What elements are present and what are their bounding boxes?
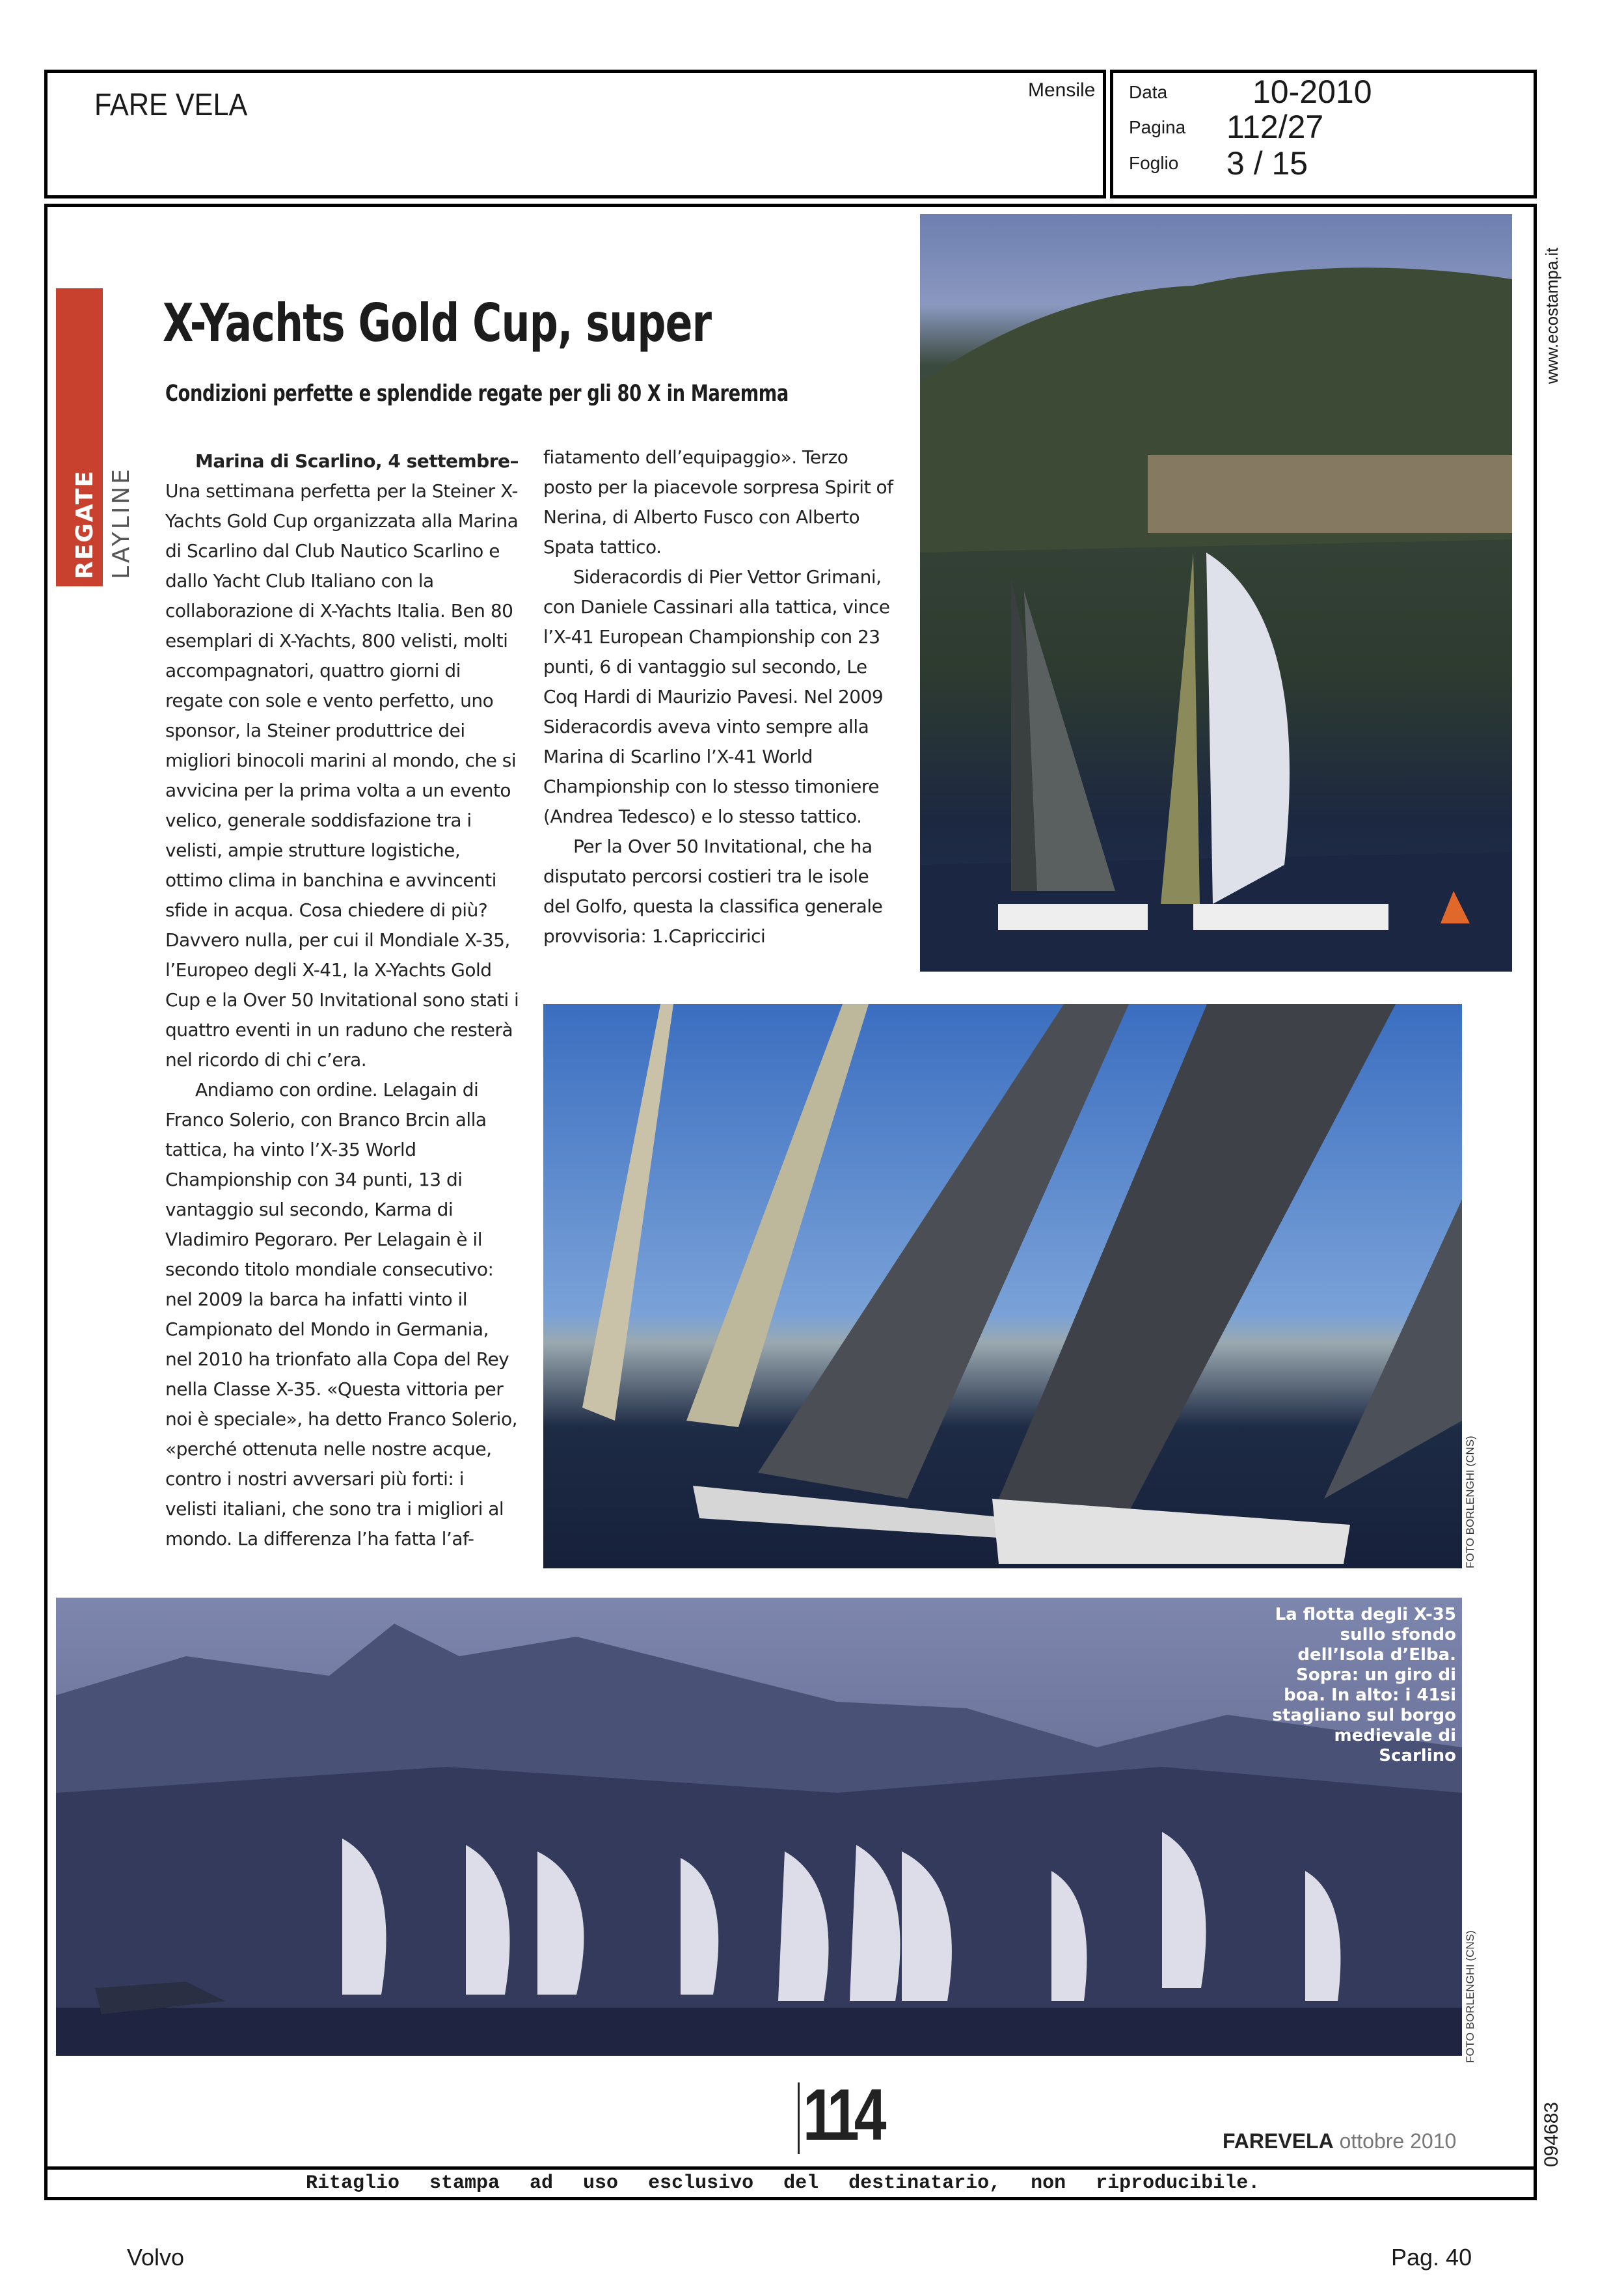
column-2 <box>543 443 895 951</box>
paragraph: Una settimana perfetta per la Steiner X-Yachts Gold Cup organizzata alla Marina di Scarlino dal Club Nautico Scarlino e dallo Yacht Club Italiano con la collaborazione di X-Yachts Italia. Ben 80 esemplari di X-Yachts, 800 velisti, molti accompagnatori, quattro giorni di regate con sole e vento perfetto, uno sponsor, la Steiner produttrice dei migliori binocoli marini al mondo, che si avvicina per la prima volta a un evento velico, generale soddisfazione tra i velisti, ampie strutture logistiche, ottimo clima in banchina e avvincenti sfide in acqua. Cosa chiedere di più? Davvero nulla, per cui il Mondiale X-35, l’Europeo degli X-41, la X-Yachts Gold Cup e la Over 50 Invitational sono stati i quattro eventi in un raduno che resterà nel ricordo di chi c’era. <box>165 480 519 1071</box>
page-number-rule <box>798 2082 800 2154</box>
clipping-code: 094683 <box>1541 2101 1562 2167</box>
magazine-name: FAREVELA <box>1223 2129 1334 2153</box>
section-sub: LAYLINE <box>108 466 135 579</box>
sails-illustration <box>543 1004 1462 1568</box>
paragraph: fiatamento dell’equipaggio». Terzo posto per la piacevole sorpresa Spirit of Nerina, di Alberto Fusco con Alberto Spata tattico. <box>543 446 893 558</box>
publication-name: FARE VELA <box>94 88 248 122</box>
paragraph: Andiamo con ordine. Lelagain di Franco Solerio, con Branco Brcin alla tattica, ha vinto l’X-35 World Championship con 34 punti, 13 di vantaggio sul secondo, Karma di Vladimiro Pegoraro. Per Lelagain è il secondo titolo mondiale consecutivo: nel 2009 la barca ha infatti vinto il Campionato del Mondo in Germania, nel 2010 ha trionfato alla Copa del Rey nella Classe X-35. «Questa vittoria per noi è speciale», ha detto Franco Solerio, «perché ottenuta nelle nostre acque, contro i nostri avversari più forti: i velisti italiani, che sono tra i migliori al mondo. La differenza l’ha fatta l’af- <box>165 1079 517 1549</box>
data-label: Data <box>1129 82 1168 102</box>
paragraph: Sideracordis di Pier Vettor Grimani, con Daniele Cassinari alla tattica, vince l’X-41 European Championship con 23 punti, 6 di vantaggio sul secondo, Le Coq Hardi di Maurizio Pavesi. Nel 2009 Sideracordis aveva vinto sempre alla Marina di Scarlino l’X-41 World Championship con lo stesso timoniere (Andrea Tedesco) e lo stesso tattico. <box>543 566 890 827</box>
column-1 <box>165 446 520 1554</box>
foglio-value: 3 / 15 <box>1226 145 1308 182</box>
paragraph: Per la Over 50 Invitational, che ha disputato percorsi costieri tra le isole del Golfo, questa la classifica generale provvisoria: 1.Capriccirici <box>543 836 883 947</box>
data-value: 10-2010 <box>1252 74 1372 110</box>
sailboats-illustration <box>920 214 1512 972</box>
fleet-illustration <box>56 1598 1462 2056</box>
dateline: Marina di Scarlino, 4 settembre– <box>195 450 519 472</box>
photo-mark-rounding <box>543 1004 1462 1568</box>
foglio-label: Foglio <box>1129 153 1179 173</box>
page-number: 114 <box>803 2074 882 2155</box>
article-subtitle: Condizioni perfette e splendide regate per gli 80 X in Maremma <box>165 381 789 407</box>
article-title: X-Yachts Gold Cup, super <box>163 293 712 353</box>
photo-credit: FOTO BORLENGHI (CNS) <box>1464 1436 1476 1568</box>
section-tag: REGATE <box>72 469 98 579</box>
page-indicator: Pag. 40 <box>1391 2244 1472 2271</box>
photo-caption: La flotta degli X-35 sullo sfondo dell’Isola d’Elba. Sopra: un giro di boa. In alto: i 41si stagliano sul borgo medievale di Scarlino <box>1272 1605 1456 1766</box>
client-name: Volvo <box>127 2244 185 2271</box>
frequency: Mensile <box>1028 79 1096 101</box>
photo-x41-scarlino <box>920 214 1512 972</box>
magazine-footer <box>1223 2129 1456 2153</box>
photo-x35-fleet-elba <box>56 1598 1462 2056</box>
pagina-label: Pagina <box>1129 117 1186 137</box>
photo-credit: FOTO BORLENGHI (CNS) <box>1464 1930 1476 2063</box>
pagina-value: 112/27 <box>1226 109 1324 145</box>
disclaimer: Ritaglio stampa ad uso esclusivo del destinatario, non riproducibile. <box>306 2172 1260 2194</box>
footer-divider <box>44 2166 1537 2170</box>
issue-date: ottobre 2010 <box>1339 2129 1457 2153</box>
side-url: www.ecostampa.it <box>1542 247 1562 384</box>
